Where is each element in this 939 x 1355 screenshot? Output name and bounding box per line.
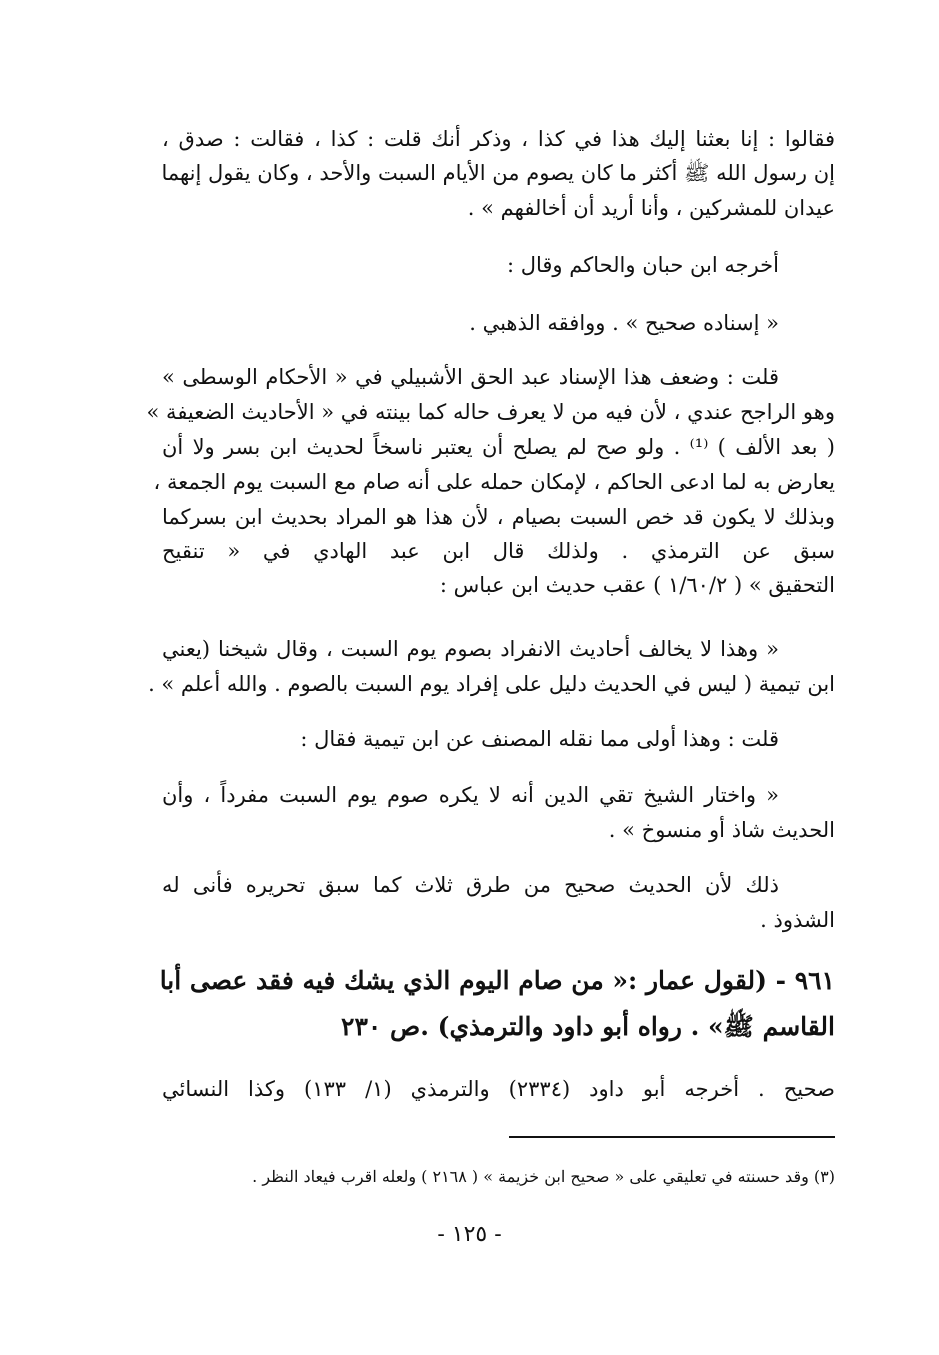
- paragraph-1-line-1: فقالوا : إنا بعثنا إليك هذا في كذا ، وذكر أنك قلت : كذا ، فقالت : صدق ،: [162, 127, 835, 151]
- paragraph-1-line-2: إن رسول الله ﷺ أكثر ما كان يصوم من الأيام السبت والأحد ، وكان يقول إنهما: [161, 161, 835, 185]
- quote-1-line-2: ابن تيمية ( ليس في الحديث دليل على إفراد يوم السبت بالصوم . والله أعلم » .: [148, 672, 835, 696]
- quote-1-line-1: « وهذا لا يخالف أحاديث الانفراد بصوم يوم السبت ، وقال شيخنا (يعني: [162, 637, 779, 661]
- paragraph-2-line-6: سبق عن الترمذي . ولذلك قال ابن عبد الهادي في « تنقيح: [162, 539, 835, 563]
- takhrij-line-2: « إسناده صحيح » . ووافقه الذهبي .: [469, 311, 779, 335]
- paragraph-4-line-2: الشذوذ .: [760, 908, 835, 932]
- paragraph-2-line-2: وهو الراجح عندي ، لأن فيه من لا يعرف حاله كما بينته في « الأحاديث الضعيفة »: [146, 400, 835, 424]
- paragraph-2-line-7: التحقيق » ( ١/٦٠/٢ ) عقب حديث ابن عباس :: [439, 573, 835, 597]
- paragraph-4-line-1: ذلك لأن الحديث صحيح من طرق ثلاث كما سبق تحريره فأنى له: [162, 873, 779, 897]
- quote-2-line-2: الحديث شاذ أو منسوخ » .: [608, 818, 835, 842]
- paragraph-2-line-1: قلت : وضعف هذا الإسناد عبد الحق الأشبيلي في « الأحكام الوسطى »: [162, 365, 779, 389]
- page-number: - ١٢٥ -: [437, 1222, 502, 1247]
- hadith-961-line-2: القاسم ﷺ» . رواه أبو داود والترمذي) .ص ٢٣٠: [341, 1012, 835, 1041]
- paragraph-3: قلت : وهذا أولى مما نقله المصنف عن ابن تيمية فقال :: [300, 727, 779, 751]
- quote-2-line-1: « واختار الشيخ تقي الدين أنه لا يكره صوم يوم السبت مفرداً ، وأن: [162, 783, 779, 807]
- paragraph-1-line-3: عيدان للمشركين ، وأنا أريد أن أخالفهم » .: [467, 196, 835, 220]
- footnote-separator: [509, 1136, 835, 1138]
- footnote: (٣) وقد حسنته في تعليقي على « صحيح ابن خزيمة » ( ٢١٦٨ ) ولعله اقرب فيعاد النظر .: [252, 1167, 835, 1186]
- hadith-961-line-1: ٩٦١ - (لقول عمار :« من صام اليوم الذي يشك فيه فقد عصى أبا: [159, 966, 835, 995]
- takhrij-line-1: أخرجه ابن حبان والحاكم وقال :: [506, 253, 779, 277]
- paragraph-2-line-4: يعارض به لما ادعى الحاكم ، لإمكان حمله على أنه صام مع السبت يوم الجمعة ،: [153, 470, 835, 494]
- paragraph-5: صحيح . أخرجه أبو داود (٢٣٣٤) والترمذي (١/ ١٣٣) وكذا النسائي: [162, 1077, 835, 1101]
- paragraph-2-line-3: ( بعد الألف ) ⁽¹⁾ . ولو صح لم يصلح أن يعتبر ناسخاً لحديث ابن بسر ولا أن: [162, 435, 835, 459]
- paragraph-2-line-5: وبذلك لا يكون قد خص السبت بصيام ، لأن هذا هو المراد بحديث ابن بسركما: [162, 505, 835, 529]
